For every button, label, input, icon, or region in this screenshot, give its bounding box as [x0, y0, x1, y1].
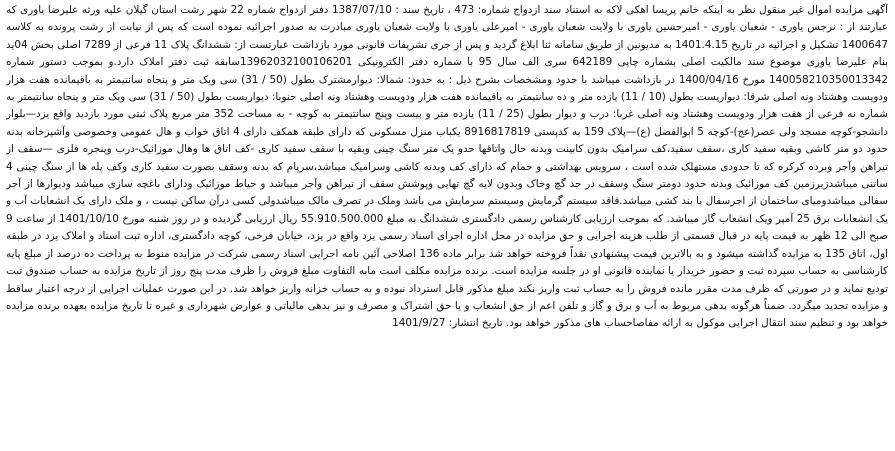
- auction-notice: [6, 2, 888, 449]
- notice-body-text: آگهی مزایده اموال غیر منقول نظر به اینکه خانم پریسا اهکی لاکه به استناد سند ازدواج شماره: 473 ، تاریخ سند : 1387/07/10 دفتر ازدواج شماره 22 شهر رشت استان گیلان علیه ورثه علیرضا یاوری که عبارتند از : نرجس یاوری - شعبان یاوری - امیرحسین یاوری با ولایت شعبان یاوری - امیرعلی یاوری با ولایت شعبان یاوری مبادرت به صدور اجرائیه نموده است که پس از نیابت از رشت پرونده به کلاسه 1400647 تشکیل و اجرائیه در تاریخ 1401.4.15 به مدیونین از طریق سامانه ثنا ابلاغ گردید و پس از جری تشریفات قانونی مورد بازداشت عبارتست از: ششدانگ پلاک 11 فرعی از 7289 اصلی بخش 04ید بنام علیرضا یاوری موضوع سند مالکیت اصلی بشماره چاپی 642189 سری الف سال 95 با شماره دفتر الکترونیکی 13962032100106201سابقه ثبت دفتر املاک دارد.و بموجب دستور شماره 140058210350013342 مورخ 1400/04/16 در بازداشت میباشد با حدود ومشخصات بشرح ذیل : به حدود: شمالا: دیوارمشترک بطول (50 / 31) سی ویک متر و پنجاه سانتیمتر به باقیمانده هفت هزار ودویست وهشتاد ونه اصلی شرقا: دیواریست بطول (10 / 11) یازده متر و ده سانتیمتر به باقیمانده هفت هزار ودویست وهشتاد ونه اصلی جنوبا: دیواریست بطول (50 / 31) سی ویک متر و پنجاه سانتیمتر به شماره نه فرعی از هفت هزار ودویست وهشتاد ونه اصلی غربا: درب و دیوار بطول (25 / 11) یازده متر و بیست وپنج سانتیمتر به کوچه - به مساحت 352 متر مربع پلاک ثبتی مورد بازدید واقع یزد—بلوار دانشجو-کوچه مسجد ولی عصر(عج)-کوچه 5 ابوالفضل (ع)—پلاک 159 به کدپستی 8916817819 یکباب منزل مسکونی که دارای طبقه همکف دارای 4 اتاق خواب و هال عمومی وخصوصی وآشپزخانه بدنه حدود دو متر کاشی وبقیه سفید کاری ،سقف سفید،کف سرامیک بدون کابینت وبدنه حال واتاقها حدو یک متر سنگ چینی وبقیه با سقف سفید کاری -کف اتاق ها وهال موزائیک-درب وپنجره فلزی —سقف از تیراهن وآجر وبرده کرکره که تا حدودی مستهلک شده است ، سرویس بهداشتی و حمام که دارای کف وبدنه کاشی وسرامیک میباشد،سرپام که بدنه وسقف بصورت سفید کاری وکف پله ها از سنگ چینی 4 ساتنی میباشدزیرزمین کف موزائیک وبدنه حدود دومتر سنگ وسقف در حد گچ وخاک وبدون لایه گچ تهایی وپوشش سقف از تیراهن وآجر میباشد و حیاط موزائیک ودارای باغچه سازی میباشد ودیوارها از آجر سفالی میباشدومیای ساختمان از اجرسفال با بند کشی میباشد.فاقد سیستم گرمایش وسیستم سرمایش می باشد وملک در تصرف مالک میباشدولی کسی درآن ساکن نیست ، و ملک دارای یک انشعابات آب و یک انشعابات برق 25 آمپر ویک انشعاب گاز میباشد. که بموجب ارزیابی کارشناس رسمی دادگستری ششدانگ به مبلغ 55.910.500.000 ریال ارزیابی گردیده و در روز شنبه مورخ 1401/10/10 از ساعت 9 صبح الی 12 ظهر به قیمت پایه در قبال قسمتی از طلب هزینه اجرایی و حق مزایده در محل اداره اجرای اسناد رسمی یزد واقع در یزد، خیابان فرخی، کوچه دادگستری، اداره ثبت اسناد و املاک یزد در طبقه اول، اتاق 135 به مزایده گذاشته میشود و به بالاترین قیمت پیشنهادی نقداً فروخته خواهد شد برابر ماده 136 اصلاحی آئین نامه اجرایی اسناد رسمی شرکت در مزایده منوط به پرداخت ده درصد از مبلغ پایه کارشناسی به حساب سپرده ثبت و حضور خریدار یا نماینده قانونی او در جلسه مزایده است. برنده مزایده مکلف است مابه التفاوت مبلغ فروش را ظرف مدت پنج روز از تاریخ مزایده به حساب صندوق ثبت تودیع نماید و در صورتی که ظرف مدت مقرر مانده فروش را به حساب ثبت واریز نکند مبلغ مذکور قابل استرداد نبوده و به حساب خزانه واریز خواهد شد. در این صورت عملیات اجرایی از درجه اعتبار ساقط و مزایده تجدید میگردد. ضمناً هرگونه بدهی مربوط به آب و برق و گاز و تلفن اعم از حق انشعاب و یا حق اشتراک و مصرف و نیز بدهی مالیاتی و عوارض شهرداری و غیره تا تاریخ مزایده بعهده برنده مزایده خواهد بود و تنظیم سند انتقال اجرایی موکول به ارائه مفاصاحساب های مذکور خواهد بود. تاریخ انتشار: 1401/9/27: [6, 4, 888, 330]
